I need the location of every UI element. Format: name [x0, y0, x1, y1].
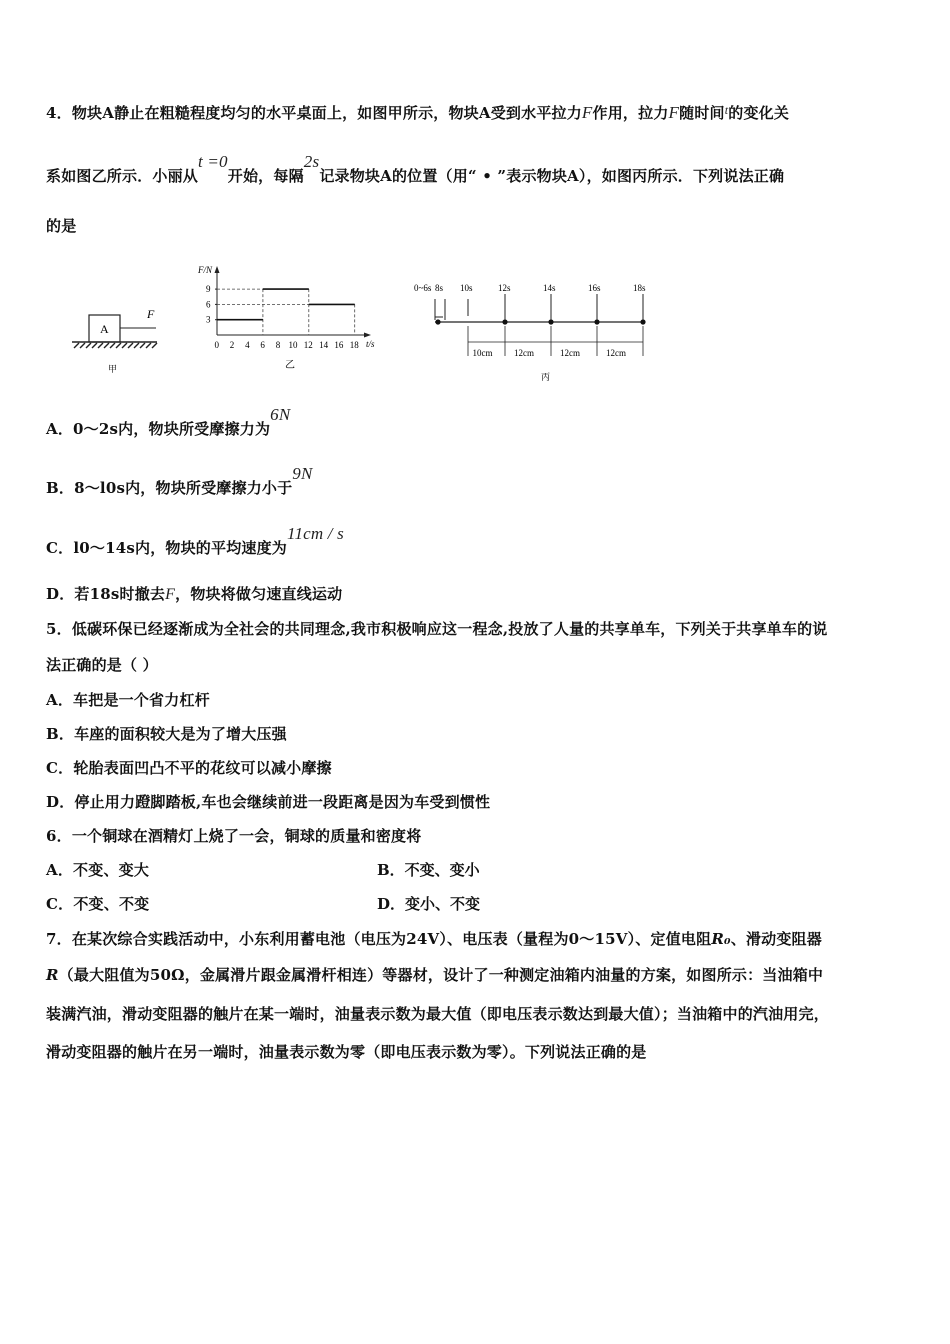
q7-line-3: 装满汽油，滑动变阻器的触片在某一端时，油量表示数为最大值（即电压表示数达到最大值）；当油箱中的汽油用完，	[46, 1005, 829, 1023]
dist-label-2: 12cm	[560, 348, 580, 358]
q6-option-c: C．不变、不变	[46, 895, 150, 913]
position-dot-3	[594, 319, 599, 324]
q4-option-d	[46, 583, 342, 604]
caption-bing: 丙	[541, 372, 551, 382]
var-t: t	[724, 103, 729, 117]
q4-text: 的变化关	[728, 104, 790, 122]
x-tick-10: 10	[288, 340, 298, 350]
time-label-2: 10s	[460, 283, 473, 293]
position-dots	[435, 294, 645, 325]
q5-option-d: D．停止用力蹬脚踏板,车也会继续前进一段距离是因为车受到惯性	[46, 793, 491, 811]
q4-option-a	[46, 405, 291, 439]
option-text: D．若18s时撤去	[46, 585, 166, 603]
x-tick-2: 2	[229, 340, 235, 350]
time-label-0: 0~6s	[414, 283, 432, 293]
time-label-6: 18s	[633, 283, 646, 293]
x-tick-8: 8	[275, 340, 281, 350]
q4-text: 作用，拉力	[592, 104, 669, 122]
q6-option-d: D．变小、不变	[377, 895, 481, 913]
q4-option-b	[46, 464, 313, 498]
figure-bing	[408, 276, 658, 388]
q4-text: 系如图乙所示．小丽从	[46, 167, 199, 185]
x-tick-18: 18	[349, 340, 359, 350]
q4-text: 开始，每隔	[227, 167, 304, 185]
option-text: A．0～2s内，物块所受摩擦力为	[46, 420, 271, 438]
position-dot-1	[502, 319, 507, 324]
q6-option-b: B．不变、变小	[377, 861, 480, 879]
y-tick-labels	[206, 284, 217, 325]
dist-label-1: 12cm	[514, 348, 534, 358]
q4-line-2	[46, 152, 785, 186]
option-text: C．l0～14s内，物块的平均速度为	[46, 539, 287, 557]
y-axis-arrow	[215, 266, 220, 273]
position-dot-2	[548, 319, 553, 324]
time-labels	[414, 283, 646, 293]
x-tick-12: 12	[303, 340, 313, 350]
position-dot-0	[435, 319, 440, 324]
q5-option-c: C．轮胎表面凹凸不平的花纹可以减小摩擦	[46, 759, 332, 777]
time-label-4: 14s	[543, 283, 556, 293]
var-R: R	[46, 966, 59, 984]
option-text: ，物块将做匀速直线运动	[175, 585, 343, 603]
q6-stem: 6．一个铜球在酒精灯上烧了一会，铜球的质量和密度将	[46, 827, 422, 845]
q7-text: 7．在某次综合实践活动中，小东利用蓄电池（电压为24V）、电压表（量程为0～15V）、定值电阻	[46, 930, 712, 948]
option-value: 11cm / s	[287, 524, 344, 543]
option-value: 6N	[270, 405, 291, 424]
q7-text: 、滑动变阻器	[730, 930, 822, 948]
time-label-3: 12s	[498, 283, 511, 293]
x-tick-labels	[215, 340, 360, 350]
figure-yi-chart	[195, 262, 385, 374]
dist-label-0: 10cm	[472, 348, 493, 358]
q4-text: 记录物块A的位置（用“ • ”表示物块A），如图丙所示．下列说法正确	[319, 167, 785, 185]
q5-option-a: A．车把是一个省力杠杆	[46, 691, 210, 709]
x-tick-16: 16	[334, 340, 344, 350]
ground-hatch	[74, 343, 157, 348]
x-tick-14: 14	[319, 340, 329, 350]
x-tick-4: 4	[245, 340, 250, 350]
y-tick-3: 3	[206, 314, 211, 325]
q4-line-1	[46, 102, 789, 123]
var-t0: t =0	[198, 152, 228, 171]
y-axis-label: F/N	[198, 265, 213, 275]
x-tick-0: 0	[214, 340, 219, 350]
q4-option-c	[46, 524, 344, 558]
figure-jia	[70, 300, 170, 378]
option-value: 9N	[292, 464, 313, 483]
time-label-1: 8s	[435, 283, 444, 293]
var-F: F	[581, 103, 593, 122]
x-tick-6: 6	[260, 340, 265, 350]
q7-line-1	[46, 928, 822, 949]
q7-text: （最大阻值为50Ω，金属滑片跟金属滑杆相连）等器材，设计了一种测定油箱内油量的方案，如图所示：当油箱中	[58, 966, 824, 984]
x-axis-arrow	[364, 333, 371, 338]
q5-line-1: 5．低碳环保已经逐渐成为全社会的共同理念,我市积极响应这一程念,投放了人量的共享单车，下列关于共享单车的说	[46, 620, 828, 638]
y-tick-9: 9	[206, 284, 211, 295]
var-F: F	[668, 103, 680, 122]
q5-line-2: 法正确的是（ ）	[46, 656, 158, 674]
dist-label-3: 12cm	[606, 348, 626, 358]
caption-yi: 乙	[285, 360, 295, 371]
var-2s: 2s	[303, 152, 320, 171]
q4-text: 4．物块A静止在粗糙程度均匀的水平桌面上，如图甲所示，物块A受到水平拉力	[46, 104, 582, 122]
caption-jia: 甲	[108, 364, 118, 374]
q7-line-2	[46, 964, 823, 985]
force-label: F	[147, 307, 155, 321]
time-label-5: 16s	[588, 283, 601, 293]
q7-line-4: 滑动变阻器的触片在另一端时，油量表示数为零（即电压表示数为零）。下列说法正确的是	[46, 1043, 647, 1061]
q4-line-3: 的是	[46, 217, 77, 235]
guide-lines	[217, 289, 355, 335]
y-tick-6: 6	[206, 299, 211, 310]
q5-option-b: B．车座的面积较大是为了增大压强	[46, 725, 287, 743]
block-a-label: A	[100, 322, 109, 336]
position-dot-4	[640, 319, 645, 324]
x-axis-label: t/s	[366, 339, 375, 349]
q6-option-a: A．不变、变大	[46, 861, 150, 879]
q4-text: 随时间	[679, 104, 725, 122]
var-R0: R₀	[711, 930, 731, 948]
var-F: F	[165, 586, 176, 603]
option-text: B．8～l0s内，物块所受摩擦力小于	[46, 479, 293, 497]
distance-labels	[473, 348, 627, 358]
